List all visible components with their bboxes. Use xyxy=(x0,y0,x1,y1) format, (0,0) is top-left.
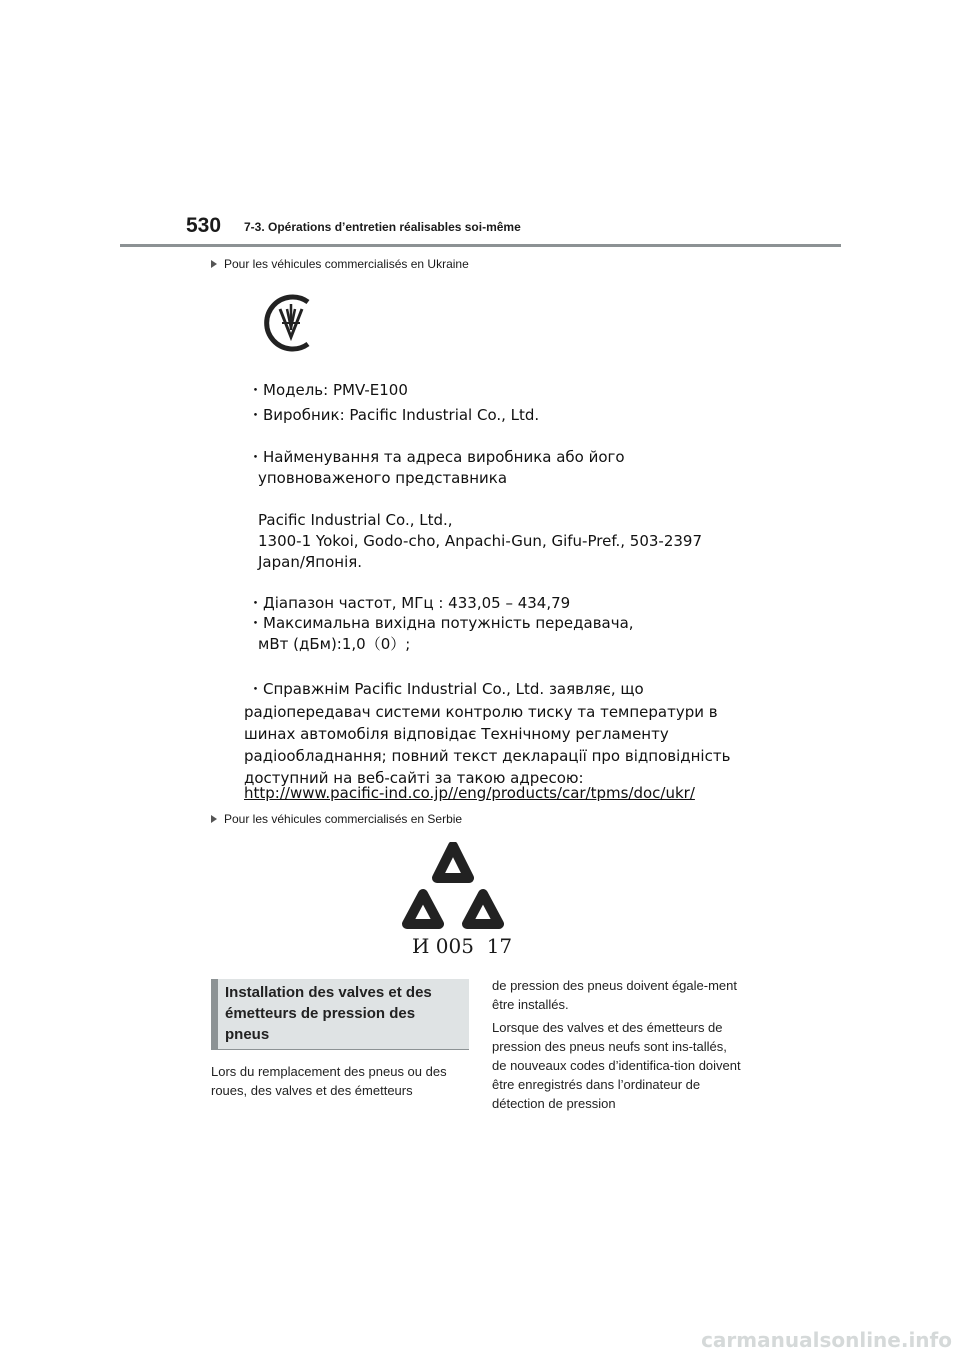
ukraine-name-address: ・Найменування та адреса виробника або його xyxy=(248,448,625,466)
ukraine-power: ・Максимальна вихідна потужність передавача, xyxy=(248,614,634,632)
ukrainian-conformity-mark-icon xyxy=(258,290,324,356)
serbian-triangle-mark-icon xyxy=(400,842,506,930)
section-heading: Installation des valves et des émetteurs de pression des pneus xyxy=(225,984,432,1043)
ukraine-declaration-link[interactable]: http://www.pacific-ind.co.jp//eng/products/car/tpms/doc/ukr/ xyxy=(244,784,695,802)
heading-accent-bar xyxy=(211,979,218,1049)
triangle-bullet-icon xyxy=(211,815,217,823)
footer-watermark: carmanualsonline.info xyxy=(701,1328,952,1352)
ukraine-model: ・Модель: PMV-E100 xyxy=(248,381,408,399)
ukraine-representative: уповноваженого представника xyxy=(258,469,508,487)
page-number: 530 xyxy=(186,214,222,237)
serbian-mark-caption: И 005 17 xyxy=(412,934,513,958)
header-divider xyxy=(120,244,841,247)
ukraine-declaration-5: доступний на веб-сайті за такою адресою: xyxy=(244,769,584,787)
ukraine-declaration-1: ・Справжнім Pacific Industrial Co., Ltd. заявляє, що xyxy=(248,680,644,698)
ukraine-address: 1300-1 Yokoi, Godo-cho, Anpachi-Gun, Gifu-Pref., 503-2397 xyxy=(258,532,703,550)
triangle-bullet-icon xyxy=(211,260,217,268)
left-paragraph: Lors du remplacement des pneus ou des roues, des valves et des émetteurs xyxy=(211,1064,447,1098)
ukraine-declaration-3: шинах автомобіля відповідає Технічному регламенту xyxy=(244,725,669,743)
ukraine-company: Pacific Industrial Co., Ltd., xyxy=(258,511,453,529)
serbia-bullet-label: Pour les véhicules commercialisés en Serbie xyxy=(224,812,463,826)
serbia-bullet xyxy=(211,812,462,826)
ukraine-country: Japan/Японія. xyxy=(258,553,363,571)
ukraine-declaration-4: радіообладнання; повний текст декларації про відповідність xyxy=(244,747,731,765)
ukraine-bullet-label: Pour les véhicules commercialisés en Ukraine xyxy=(224,257,469,271)
ukraine-bullet xyxy=(211,257,469,271)
right-paragraph-2: Lorsque des valves et des émetteurs de pression des pneus neufs sont ins-tallés, de nouveaux codes d’identifica-tion doivent être enregistrés dans l’ordinateur de détection de pression xyxy=(492,1020,741,1111)
ukraine-manufacturer: ・Виробник: Pacific Industrial Co., Ltd. xyxy=(248,406,540,424)
section-title: 7-3. Opérations d’entretien réalisables soi-même xyxy=(244,220,521,234)
section-heading-box xyxy=(211,979,469,1050)
right-paragraph-1: de pression des pneus doivent égale-ment être installés. xyxy=(492,978,737,1012)
ukraine-frequency: ・Діапазон частот, МГц : 433,05 – 434,79 xyxy=(248,594,571,612)
ukraine-declaration-2: радіопередавач системи контролю тиску та температури в xyxy=(244,703,718,721)
ukraine-power-value: мВт (дБм):1,0（0）; xyxy=(258,635,411,653)
